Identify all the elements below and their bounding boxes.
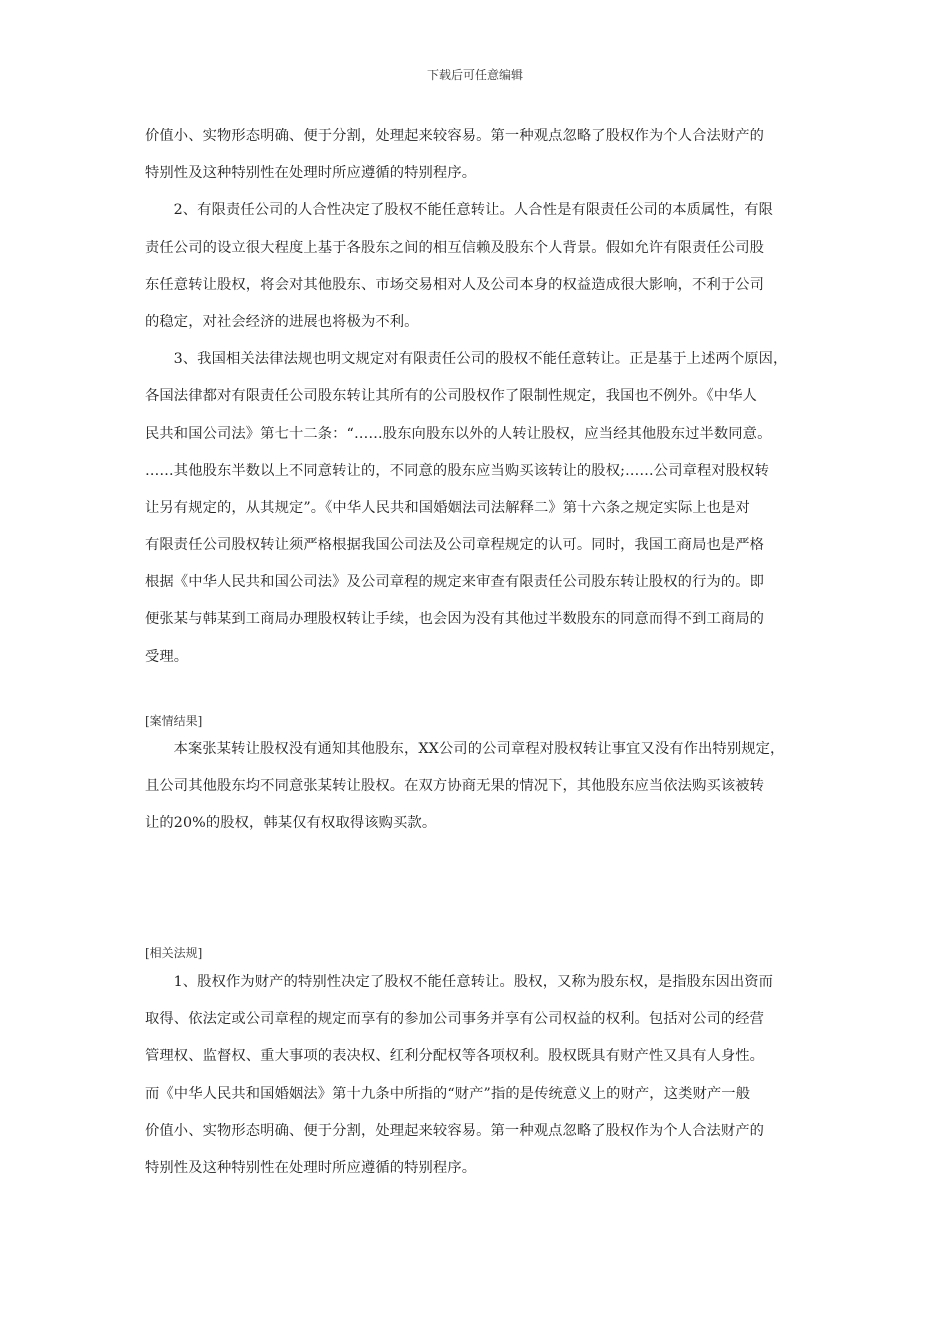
- paragraph-line: 2、有限责任公司的人合性决定了股权不能任意转让。人合性是有限责任公司的本质属性，有限: [173, 202, 774, 219]
- body-section-analysis: [145, 118, 815, 676]
- paragraph-line: 且公司其他股东均不同意张某转让股权。在双方协商无果的情况下，其他股东应当依法购买该被转: [145, 778, 765, 795]
- paragraph-line: 各国法律都对有限责任公司股东转让其所有的公司股权作了限制性规定，我国也不例外。《中华人: [145, 388, 757, 405]
- paragraph-line: 东任意转让股权，将会对其他股东、市场交易相对人及公司本身的权益造成很大影响，不利于公司: [145, 276, 765, 293]
- section-label-case-result: [案情结果]: [145, 714, 203, 728]
- body-section-related-law: [145, 964, 815, 1187]
- paragraph-line: 便张某与韩某到工商局办理股权转让手续，也会因为没有其他过半数股东的同意而得不到工商局的: [145, 611, 765, 628]
- section-label-related-law: [相关法规]: [145, 946, 203, 960]
- paragraph-line: 而《中华人民共和国婚姻法》第十九条中所指的“财产”指的是传统意义上的财产，这类财产一般: [145, 1085, 751, 1102]
- paragraph-line: 特别性及这种特别性在处理时所应遵循的特别程序。: [145, 1159, 477, 1176]
- paragraph-line: 有限责任公司股权转让须严格根据我国公司法及公司章程规定的认可。同时，我国工商局也是严格: [145, 537, 765, 554]
- paragraph-line: ……其他股东半数以上不同意转让的，不同意的股东应当购买该转让的股权;……公司章程对股权转: [145, 462, 769, 479]
- page-header: 下载后可任意编辑: [426, 68, 523, 82]
- paragraph-line: 取得、依法定或公司章程的规定而享有的参加公司事务并享有公司权益的权利。包括对公司的经营: [145, 1011, 765, 1028]
- paragraph-line: 责任公司的设立很大程度上基于各股东之间的相互信赖及股东个人背景。假如允许有限责任公司股: [145, 239, 765, 256]
- paragraph-line: 民共和国公司法》第七十二条：“……股东向股东以外的人转让股权，应当经其他股东过半数同意。: [145, 425, 772, 442]
- paragraph-line: 本案张某转让股权没有通知其他股东，XX公司的公司章程对股权转让事宜又没有作出特别规定，: [173, 741, 785, 757]
- paragraph-line: 3、我国相关法律法规也明文规定对有限责任公司的股权不能任意转让。正是基于上述两个原因，: [173, 351, 788, 368]
- paragraph-line: 管理权、监督权、重大事项的表决权、红利分配权等各项权利。股权既具有财产性又具有人身性。: [145, 1048, 765, 1065]
- paragraph-line: 的稳定，对社会经济的进展也将极为不利。: [145, 313, 419, 330]
- paragraph-line: 价值小、实物形态明确、便于分割，处理起来较容易。第一种观点忽略了股权作为个人合法财产的: [145, 128, 765, 144]
- paragraph-line: 让另有规定的，从其规定”。《中华人民共和国婚姻法司法解释二》第十六条之规定实际上也是对: [145, 499, 750, 516]
- paragraph-line: 受理。: [145, 648, 189, 665]
- paragraph-line: 1、股权作为财产的特别性决定了股权不能任意转让。股权，又称为股东权，是指股东因出资而: [173, 974, 774, 990]
- paragraph-line: 价值小、实物形态明确、便于分割，处理起来较容易。第一种观点忽略了股权作为个人合法财产的: [145, 1122, 765, 1139]
- paragraph-line: 让的20%的股权，韩某仅有权取得该购买款。: [145, 815, 437, 832]
- paragraph-line: 根据《中华人民共和国公司法》及公司章程的规定来审查有限责任公司股东转让股权的行为的。即: [145, 574, 765, 591]
- paragraph-line: 特别性及这种特别性在处理时所应遵循的特别程序。: [145, 165, 477, 182]
- body-section-case-result: [145, 731, 815, 843]
